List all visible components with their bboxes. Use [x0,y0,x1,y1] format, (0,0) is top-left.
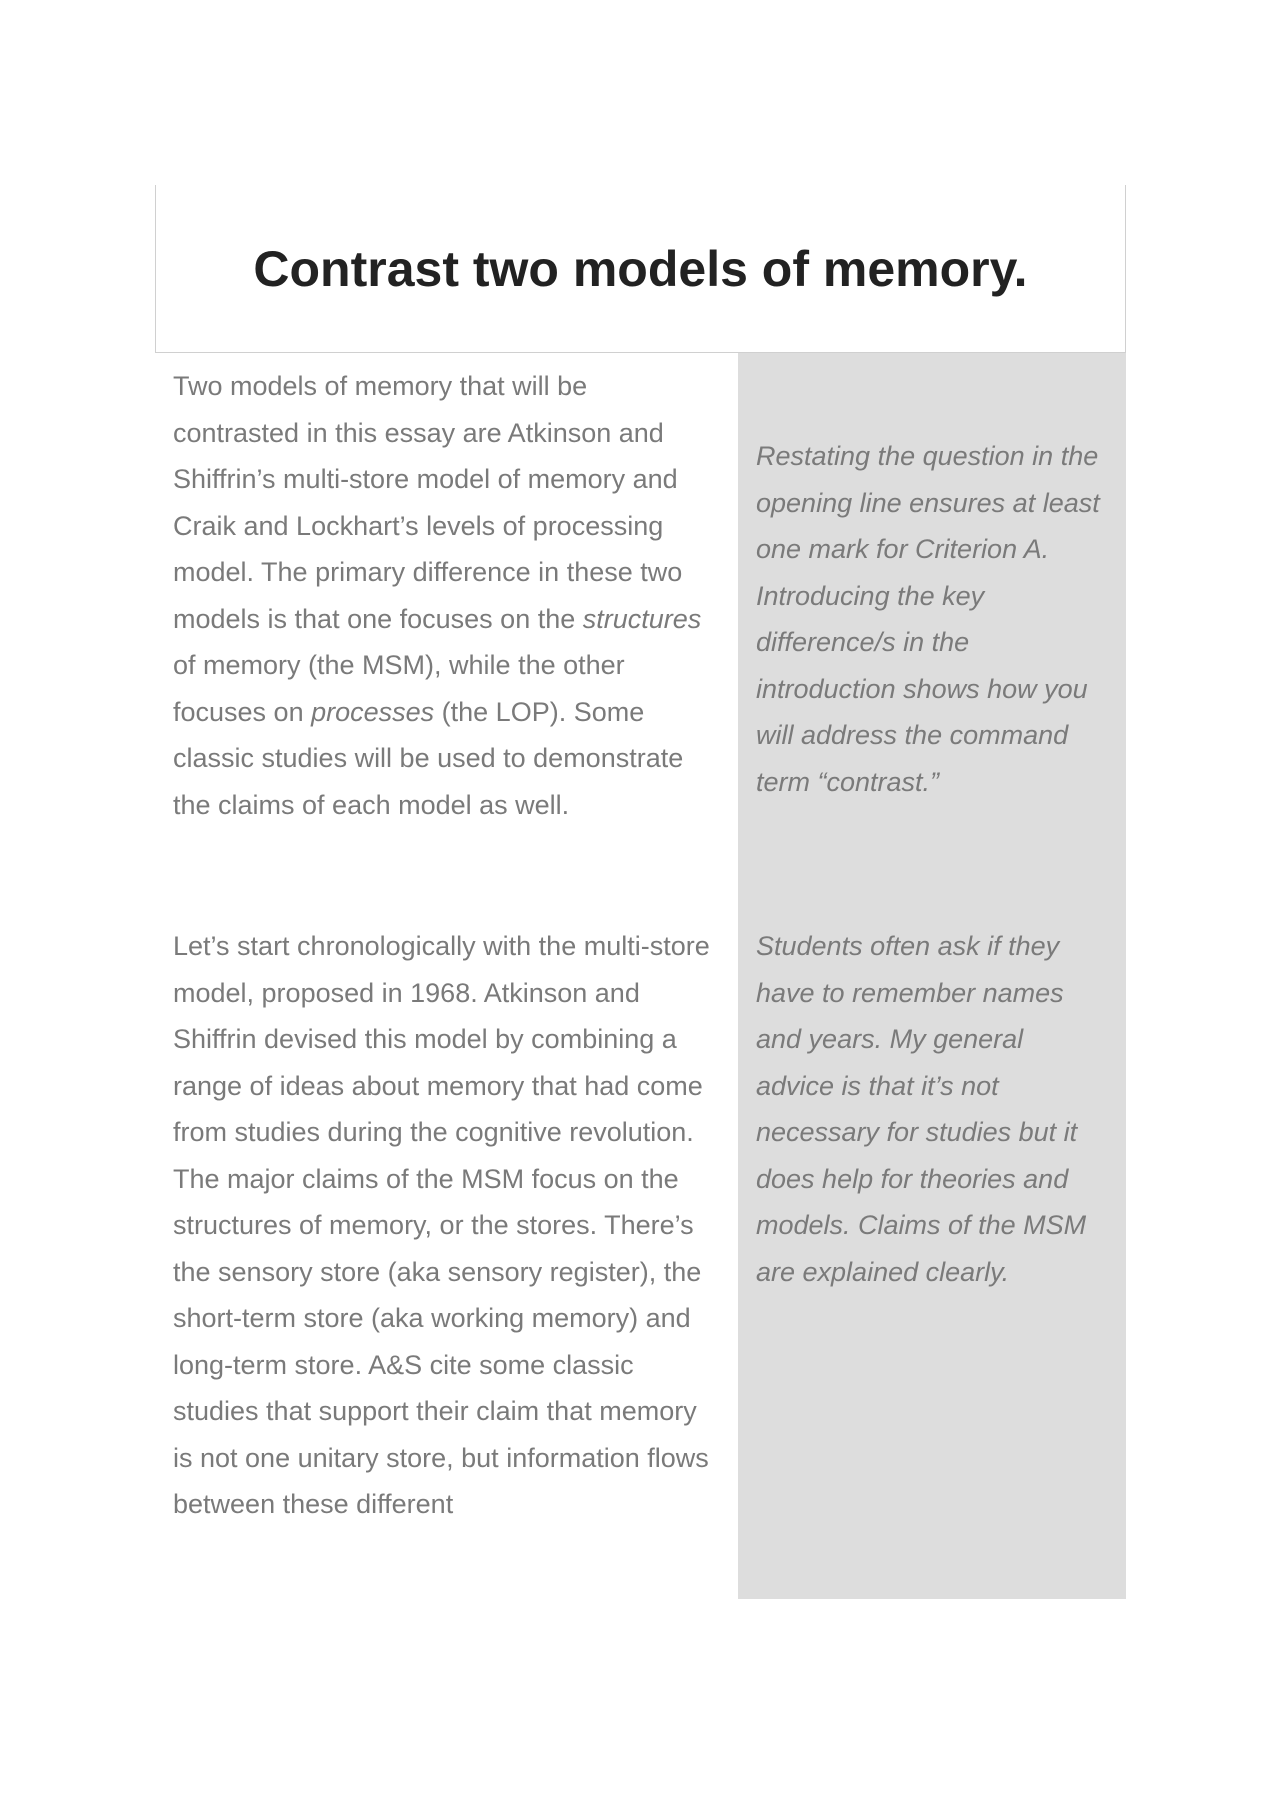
commentary-note-introduction: Restating the question in the opening line ensures at least one mark for Criterion A. Introducing the key difference/s in the introduction shows how you will address the command term “contrast.” [756,441,1100,797]
commentary-note-msm: Students often ask if they have to remember names and years. My general advice is that it’s not necessary for studies but it does help for theories and models. Claims of the MSM are explained clearly. [756,931,1087,1287]
commentary-cell [738,353,1126,923]
essay-paragraph-introduction [173,363,720,828]
essay-text-span: of memory (the MSM), while the other focuses on [173,650,625,727]
emphasis-structures: structures [582,603,702,634]
essay-text-span: (the LOP). Some classic studies will be used to demonstrate the claims of each model as well. [173,696,684,820]
essay-row-msm [155,923,1126,1599]
essay-text-cell [155,923,738,1599]
essay-table [155,185,1126,1599]
essay-paragraph-msm: Let’s start chronologically with the multi-store model, proposed in 1968. Atkinson and Shiffrin devised this model by combining a range of ideas about memory that had come from studies during the cognitive revolution. The major claims of the MSM focus on the structures of memory, or the stores. There’s the sensory store (aka sensory register), the short-term store (aka working memory) and long-term store. A&S cite some classic studies that support their claim that memory is not one unitary store, but information flows between these different [173,931,710,1519]
essay-row-introduction [155,353,1126,923]
page-title: Contrast two models of memory. [253,240,1028,297]
title-cell [155,185,1126,353]
essay-text-cell [155,353,738,923]
emphasis-processes: processes [311,696,435,727]
commentary-cell [738,923,1126,1599]
essay-text-span: Two models of memory that will be contrasted in this essay are Atkinson and Shiffrin’s multi-store model of memory and Craik and Lockhart’s levels of processing model. The primary difference in these two models is that one focuses on the [173,371,683,634]
